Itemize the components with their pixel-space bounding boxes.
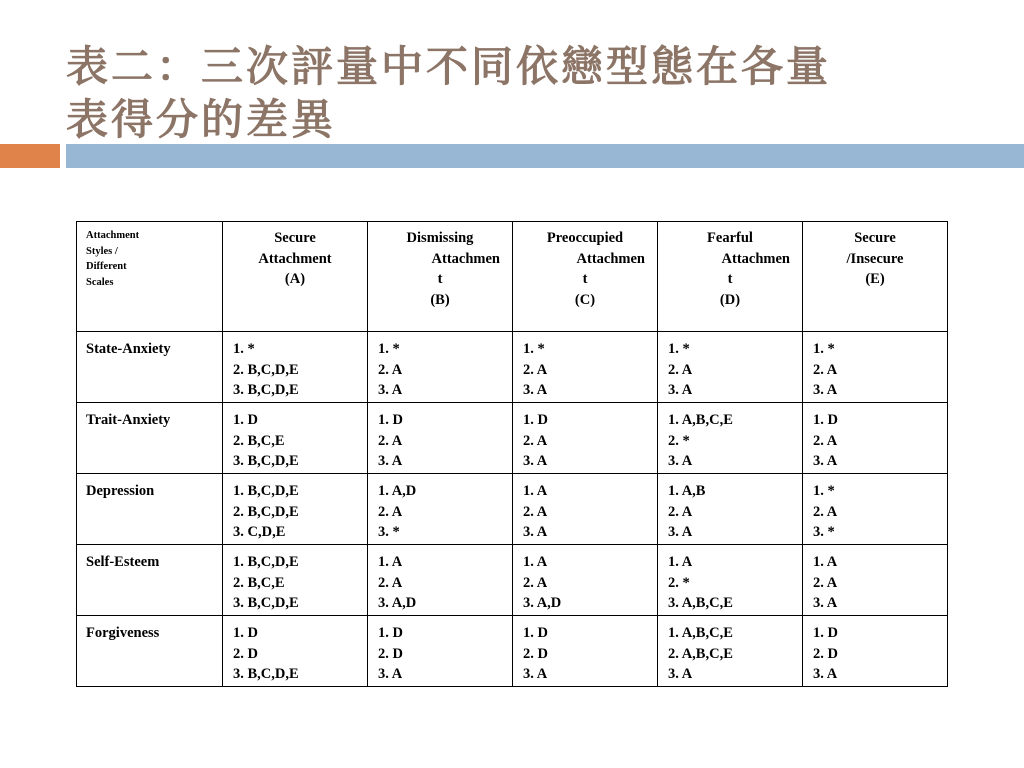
- column-header-line: Dismissing: [406, 230, 474, 246]
- column-header-line: Fearful: [707, 230, 753, 246]
- slide-title-line-2: 表得分的差異: [66, 95, 337, 144]
- cell-line: 1. A: [668, 554, 693, 570]
- table-cell: [803, 403, 948, 474]
- table-cell: [368, 616, 513, 687]
- cell-line: 3. B,C,D,E: [233, 666, 299, 682]
- cell-line: 3. A: [668, 524, 693, 540]
- table-cell: [223, 545, 368, 616]
- cell-line: 2. *: [668, 432, 690, 449]
- cell-line: 3. B,C,D,E: [233, 382, 299, 398]
- table-cell: [658, 474, 803, 545]
- cell-line: 1. D: [233, 412, 258, 428]
- slide-title-line-1: 表二：三次評量中不同依戀型態在各量: [66, 42, 832, 91]
- row-label: Trait-Anxiety: [77, 403, 223, 474]
- table-cell: [223, 616, 368, 687]
- table-cell: [513, 332, 658, 403]
- cell-line: 3. A,D: [523, 595, 562, 611]
- column-header-line: (A): [284, 271, 306, 287]
- cell-line: 3. *: [813, 524, 835, 540]
- column-header-line: Attachment: [258, 250, 332, 267]
- cell-line: 2. D: [233, 645, 258, 662]
- column-header-line: Attachmen: [576, 250, 645, 267]
- cell-line: 3. A,B,C,E: [668, 595, 733, 611]
- cell-line: 3. A: [523, 666, 548, 682]
- cell-line: 1. D: [233, 625, 258, 641]
- table-cell: [223, 332, 368, 403]
- row-label: Self-Esteem: [77, 545, 223, 616]
- table-cell: [803, 545, 948, 616]
- table-cell: [803, 474, 948, 545]
- cell-line: 2. A: [813, 574, 838, 591]
- cell-line: 3. A: [668, 453, 693, 469]
- table-cell: [513, 616, 658, 687]
- column-header-secure: [223, 222, 368, 332]
- cell-line: 2. A: [668, 503, 693, 520]
- accent-bar-blue: [66, 144, 1024, 168]
- table-cell: [658, 545, 803, 616]
- column-header-preoccupied: [513, 222, 658, 332]
- table-header-row: [77, 222, 948, 332]
- cell-line: 3. C,D,E: [233, 524, 286, 540]
- cell-line: 3. A: [523, 382, 548, 398]
- cell-line: 3. A: [668, 382, 693, 398]
- cell-line: 2. A: [523, 503, 548, 520]
- cell-line: 3. A: [813, 453, 838, 469]
- cell-line: 1. D: [523, 412, 548, 428]
- table-cell: [223, 403, 368, 474]
- cell-line: 2. A: [813, 503, 838, 520]
- cell-line: 3. A,D: [378, 595, 417, 611]
- table-row: [77, 403, 948, 474]
- cell-line: 2. D: [523, 645, 548, 662]
- cell-line: 2. A: [378, 361, 403, 378]
- cell-line: 3. B,C,D,E: [233, 595, 299, 611]
- column-header-line: (D): [719, 291, 741, 308]
- cell-line: 1. A,D: [378, 483, 417, 499]
- table-cell: [803, 332, 948, 403]
- cell-line: 2. *: [668, 574, 690, 591]
- row-label: Forgiveness: [77, 616, 223, 687]
- cell-line: 2. D: [378, 645, 403, 662]
- cell-line: 3. A: [378, 666, 403, 682]
- cell-line: 1. A,B: [668, 483, 706, 499]
- cell-line: 2. A: [523, 361, 548, 378]
- column-header-dismissing: [368, 222, 513, 332]
- cell-line: 2. A: [378, 574, 403, 591]
- cell-line: 1. D: [813, 625, 838, 641]
- cell-line: 1. A: [378, 554, 403, 570]
- column-header-line: Secure: [274, 230, 316, 246]
- cell-line: 3. A: [378, 453, 403, 469]
- cell-line: 1. D: [378, 412, 403, 428]
- cell-line: 1. *: [523, 341, 545, 357]
- cell-line: 2. A: [378, 503, 403, 520]
- cell-line: 3. A: [813, 595, 838, 611]
- cell-line: 1. A: [813, 554, 838, 570]
- table-row: [77, 332, 948, 403]
- row-label: Depression: [77, 474, 223, 545]
- cell-line: 2. A: [668, 361, 693, 378]
- cell-line: 2. A: [378, 432, 403, 449]
- column-header-line: /Insecure: [846, 250, 904, 267]
- table-cell: [658, 616, 803, 687]
- cell-line: 2. B,C,D,E: [233, 503, 299, 520]
- table-cell: [368, 403, 513, 474]
- table-row: [77, 474, 948, 545]
- cell-line: 1. D: [523, 625, 548, 641]
- column-header-line: Attachmen: [721, 250, 790, 267]
- column-header-line: Secure: [854, 230, 896, 246]
- cell-line: 1. *: [668, 341, 690, 357]
- table-cell: [513, 545, 658, 616]
- table-row: [77, 616, 948, 687]
- cell-line: 2. A: [523, 574, 548, 591]
- cell-line: 2. B,C,E: [233, 574, 285, 591]
- cell-line: 2. A: [523, 432, 548, 449]
- cell-line: 1. *: [233, 341, 255, 357]
- cell-line: 1. A: [523, 554, 548, 570]
- corner-header-line: Scales: [86, 276, 114, 288]
- cell-line: 3. A: [523, 453, 548, 469]
- cell-line: 3. B,C,D,E: [233, 453, 299, 469]
- table-cell: [223, 474, 368, 545]
- table-cell: [368, 474, 513, 545]
- corner-header-line: Styles /: [86, 245, 118, 257]
- corner-header-line: Attachment: [86, 230, 140, 241]
- cell-line: 1. B,C,D,E: [233, 483, 299, 499]
- cell-line: 2. A: [813, 361, 838, 378]
- column-header-line: t: [437, 271, 443, 287]
- table-row: [77, 545, 948, 616]
- column-header-line: (C): [574, 291, 596, 308]
- row-label: State-Anxiety: [77, 332, 223, 403]
- cell-line: 3. A: [813, 382, 838, 398]
- cell-line: 3. *: [378, 524, 400, 540]
- column-header-line: (E): [865, 271, 885, 287]
- cell-line: 2. B,C,D,E: [233, 361, 299, 378]
- column-header-line: (B): [430, 291, 450, 308]
- table-cell: [368, 332, 513, 403]
- cell-line: 1. A: [523, 483, 548, 499]
- cell-line: 2. A,B,C,E: [668, 645, 733, 662]
- corner-header-line: Different: [86, 261, 127, 272]
- cell-line: 2. B,C,E: [233, 432, 285, 449]
- column-header-line: Attachmen: [431, 250, 500, 267]
- cell-line: 3. A: [378, 382, 403, 398]
- table-cell: [513, 474, 658, 545]
- slide-title: [66, 40, 966, 146]
- cell-line: 1. D: [813, 412, 838, 428]
- corner-header-cell: [77, 222, 223, 332]
- cell-line: 1. A,B,C,E: [668, 625, 733, 641]
- column-header-secure-insecure: [803, 222, 948, 332]
- column-header-fearful: [658, 222, 803, 332]
- cell-line: 2. D: [813, 645, 838, 662]
- table-cell: [658, 403, 803, 474]
- cell-line: 1. *: [378, 341, 400, 357]
- table-cell: [803, 616, 948, 687]
- column-header-line: t: [727, 271, 733, 287]
- cell-line: 3. A: [668, 666, 693, 682]
- cell-line: 1. B,C,D,E: [233, 554, 299, 570]
- table-cell: [513, 403, 658, 474]
- column-header-line: t: [582, 271, 588, 287]
- cell-line: 1. A,B,C,E: [668, 412, 733, 428]
- table-cell: [368, 545, 513, 616]
- cell-line: 2. A: [813, 432, 838, 449]
- cell-line: 1. D: [378, 625, 403, 641]
- accent-bar-orange: [0, 144, 60, 168]
- column-header-line: Preoccupied: [546, 230, 624, 246]
- cell-line: 1. *: [813, 341, 835, 357]
- cell-line: 3. A: [813, 666, 838, 682]
- cell-line: 3. A: [523, 524, 548, 540]
- table-cell: [658, 332, 803, 403]
- attachment-results-table: [76, 221, 948, 687]
- cell-line: 1. *: [813, 483, 835, 499]
